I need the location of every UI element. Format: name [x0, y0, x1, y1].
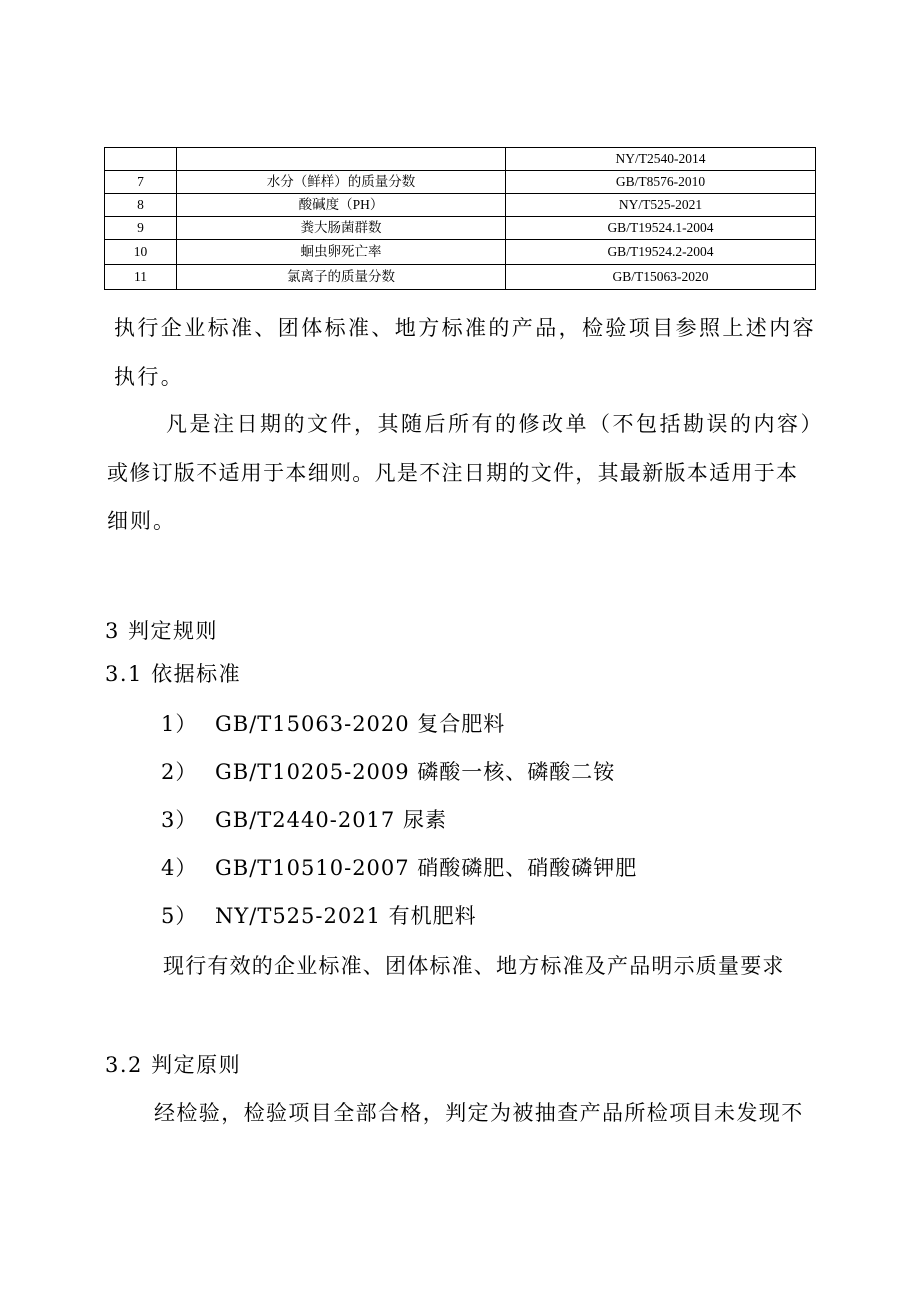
paragraph-line: 现行有效的企业标准、团体标准、地方标准及产品明示质量要求 — [163, 954, 785, 978]
subsection-heading: 3.2 判定原则 — [105, 1053, 242, 1077]
list-item — [161, 906, 477, 927]
table-row — [105, 194, 816, 217]
item-name-cell: 氯离子的质量分数 — [177, 265, 506, 290]
item-name-cell — [177, 148, 506, 171]
list-item-number: 4） — [161, 856, 198, 880]
standard-code-cell: GB/T8576-2010 — [506, 171, 816, 194]
standard-code-cell: NY/T2540-2014 — [506, 148, 816, 171]
paragraph-line: 或修订版不适用于本细则。凡是不注日期的文件，其最新版本适用于本 — [107, 461, 799, 485]
standard-code-cell: GB/T19524.1-2004 — [506, 217, 816, 240]
list-item-number: 1） — [161, 712, 198, 736]
paragraph-line: 细则。 — [107, 509, 176, 533]
paragraph-line: 凡是注日期的文件，其随后所有的修改单（不包括勘误的内容） — [166, 412, 824, 436]
list-item-text: GB/T15063-2020 复合肥料 — [215, 712, 506, 736]
standards-table — [104, 147, 816, 290]
table-row — [105, 265, 816, 290]
item-name-cell: 水分（鲜样）的质量分数 — [177, 171, 506, 194]
item-name-cell: 粪大肠菌群数 — [177, 217, 506, 240]
row-number-cell: 7 — [105, 171, 177, 194]
standard-code-cell: GB/T19524.2-2004 — [506, 240, 816, 265]
row-number-cell — [105, 148, 177, 171]
table-row — [105, 240, 816, 265]
list-item — [161, 762, 615, 783]
list-item-text: GB/T2440-2017 尿素 — [215, 808, 447, 832]
section-heading: 3 判定规则 — [105, 619, 219, 643]
table-row — [105, 148, 816, 171]
list-item-number: 5） — [161, 904, 198, 928]
list-item-text: GB/T10205-2009 磷酸一核、磷酸二铵 — [215, 760, 616, 784]
standard-code-cell: NY/T525-2021 — [506, 194, 816, 217]
table-row — [105, 171, 816, 194]
row-number-cell: 10 — [105, 240, 177, 265]
paragraph-line: 经检验，检验项目全部合格，判定为被抽查产品所检项目未发现不 — [154, 1101, 804, 1125]
row-number-cell: 8 — [105, 194, 177, 217]
item-name-cell: 蛔虫卵死亡率 — [177, 240, 506, 265]
row-number-cell: 9 — [105, 217, 177, 240]
table-row — [105, 217, 816, 240]
list-item — [161, 810, 447, 831]
paragraph-line: 执行企业标准、团体标准、地方标准的产品，检验项目参照上述内容 — [114, 316, 816, 340]
list-item-text: GB/T10510-2007 硝酸磷肥、硝酸磷钾肥 — [215, 856, 638, 880]
row-number-cell: 11 — [105, 265, 177, 290]
list-item — [161, 858, 637, 879]
standard-code-cell: GB/T15063-2020 — [506, 265, 816, 290]
item-name-cell: 酸碱度（PH） — [177, 194, 506, 217]
list-item-number: 3） — [161, 808, 198, 832]
subsection-heading: 3.1 依据标准 — [105, 662, 242, 686]
paragraph-line: 执行。 — [114, 365, 185, 389]
list-item — [161, 714, 505, 735]
list-item-number: 2） — [161, 760, 198, 784]
list-item-text: NY/T525-2021 有机肥料 — [215, 904, 477, 928]
